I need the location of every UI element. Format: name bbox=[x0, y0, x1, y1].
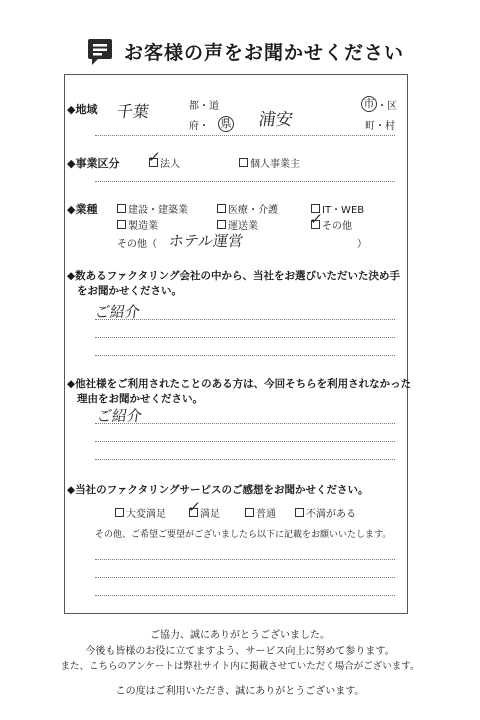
region-cho-son: 町・村 bbox=[365, 121, 395, 132]
rating-option-dissatisfied[interactable]: 不満がある bbox=[295, 505, 356, 520]
ken-circled: 県 bbox=[218, 116, 234, 132]
checkbox-icon bbox=[117, 220, 126, 229]
footer-thanks: ご協力、誠にありがとうございました。 bbox=[150, 630, 330, 641]
region-fu-ken: 府・ bbox=[189, 121, 209, 132]
checkbox-icon bbox=[295, 508, 304, 517]
shi-circled: 市 bbox=[361, 96, 377, 112]
city-handwriting: 浦安 bbox=[257, 110, 295, 130]
question-1: ◆数あるファクタリング会社の中から、当社をお選びいただいた決め手 をお聞かせください。 bbox=[67, 270, 400, 297]
industry-option-construction[interactable]: 建設・建築業 bbox=[117, 201, 188, 216]
industry-option-transport[interactable]: 運送業 bbox=[217, 217, 258, 232]
answer-line bbox=[95, 319, 395, 320]
speech-bubble-icon bbox=[86, 36, 116, 66]
footer-notice: また、こちらのアンケートは弊社サイト内に掲載させていただく場合がございます。 bbox=[60, 661, 420, 672]
footer-improve: 今後も皆様のお役に立てますよう、サービス向上に努めて参ります。 bbox=[85, 646, 395, 657]
checkbox-icon bbox=[217, 220, 226, 229]
industry-other-prefix: その他（ bbox=[117, 239, 157, 250]
q3-note: その他、ご希望ご要望がございましたら以下に記載をお願いいたします。 bbox=[95, 530, 392, 540]
checkbox-icon bbox=[117, 204, 126, 213]
answer-line bbox=[95, 423, 395, 424]
question-3: ◆当社のファクタリングサービスのご感想をお聞かせください。 bbox=[67, 484, 369, 496]
divider bbox=[95, 135, 395, 136]
checkmark-icon: ✓ bbox=[186, 498, 202, 516]
checkbox-icon bbox=[245, 508, 254, 517]
industry-label: ◆業種 bbox=[67, 203, 98, 216]
survey-form bbox=[64, 74, 412, 614]
industry-option-it[interactable]: IT・WEB bbox=[311, 201, 364, 216]
answer-line bbox=[95, 355, 395, 356]
prefecture-handwriting: 千葉 bbox=[115, 102, 151, 121]
answer-line bbox=[95, 459, 395, 460]
question-2: ◆他社様をご利用されたことのある方は、今回そちらを利用されなかった 理由をお聞かせください。 bbox=[67, 378, 412, 405]
region-label: ◆地域 bbox=[67, 103, 98, 116]
rating-option-satisfied[interactable]: 満足 bbox=[189, 505, 220, 520]
answer-line bbox=[95, 337, 395, 338]
footer-closing: この度はご利用いただき、誠にありがとうございます。 bbox=[115, 686, 365, 697]
form-header bbox=[0, 30, 480, 70]
industry-other-handwriting: ホテル運営 bbox=[167, 232, 245, 250]
divider bbox=[95, 181, 395, 182]
region-to-do: 都・道 bbox=[189, 101, 219, 112]
business-option-corporate[interactable]: 法人 bbox=[149, 155, 180, 170]
rating-option-very-satisfied[interactable]: 大変満足 bbox=[115, 505, 166, 520]
region-ku: ・区 bbox=[377, 101, 397, 112]
checkmark-icon: ✓ bbox=[146, 148, 162, 166]
industry-option-other[interactable]: その他 bbox=[311, 217, 352, 232]
answer-line bbox=[95, 595, 395, 596]
industry-option-medical[interactable]: 医療・介護 bbox=[217, 201, 278, 216]
page-title: お客様の声をお聞かせください bbox=[124, 42, 405, 64]
answer-2-handwriting: ご紹介 bbox=[95, 407, 144, 425]
answer-line bbox=[95, 577, 395, 578]
answer-1-handwriting: ご紹介 bbox=[93, 303, 142, 321]
business-type-label: ◆事業区分 bbox=[67, 157, 120, 170]
answer-line bbox=[95, 441, 395, 442]
business-option-sole[interactable]: 個人事業主 bbox=[239, 155, 300, 170]
checkbox-icon bbox=[239, 158, 248, 167]
checkmark-icon: ✓ bbox=[308, 210, 324, 228]
industry-option-manufacturing[interactable]: 製造業 bbox=[117, 217, 158, 232]
answer-line bbox=[95, 559, 395, 560]
checkbox-icon bbox=[217, 204, 226, 213]
industry-other-suffix: ） bbox=[357, 239, 367, 250]
rating-option-normal[interactable]: 普通 bbox=[245, 505, 276, 520]
checkbox-icon bbox=[115, 508, 124, 517]
